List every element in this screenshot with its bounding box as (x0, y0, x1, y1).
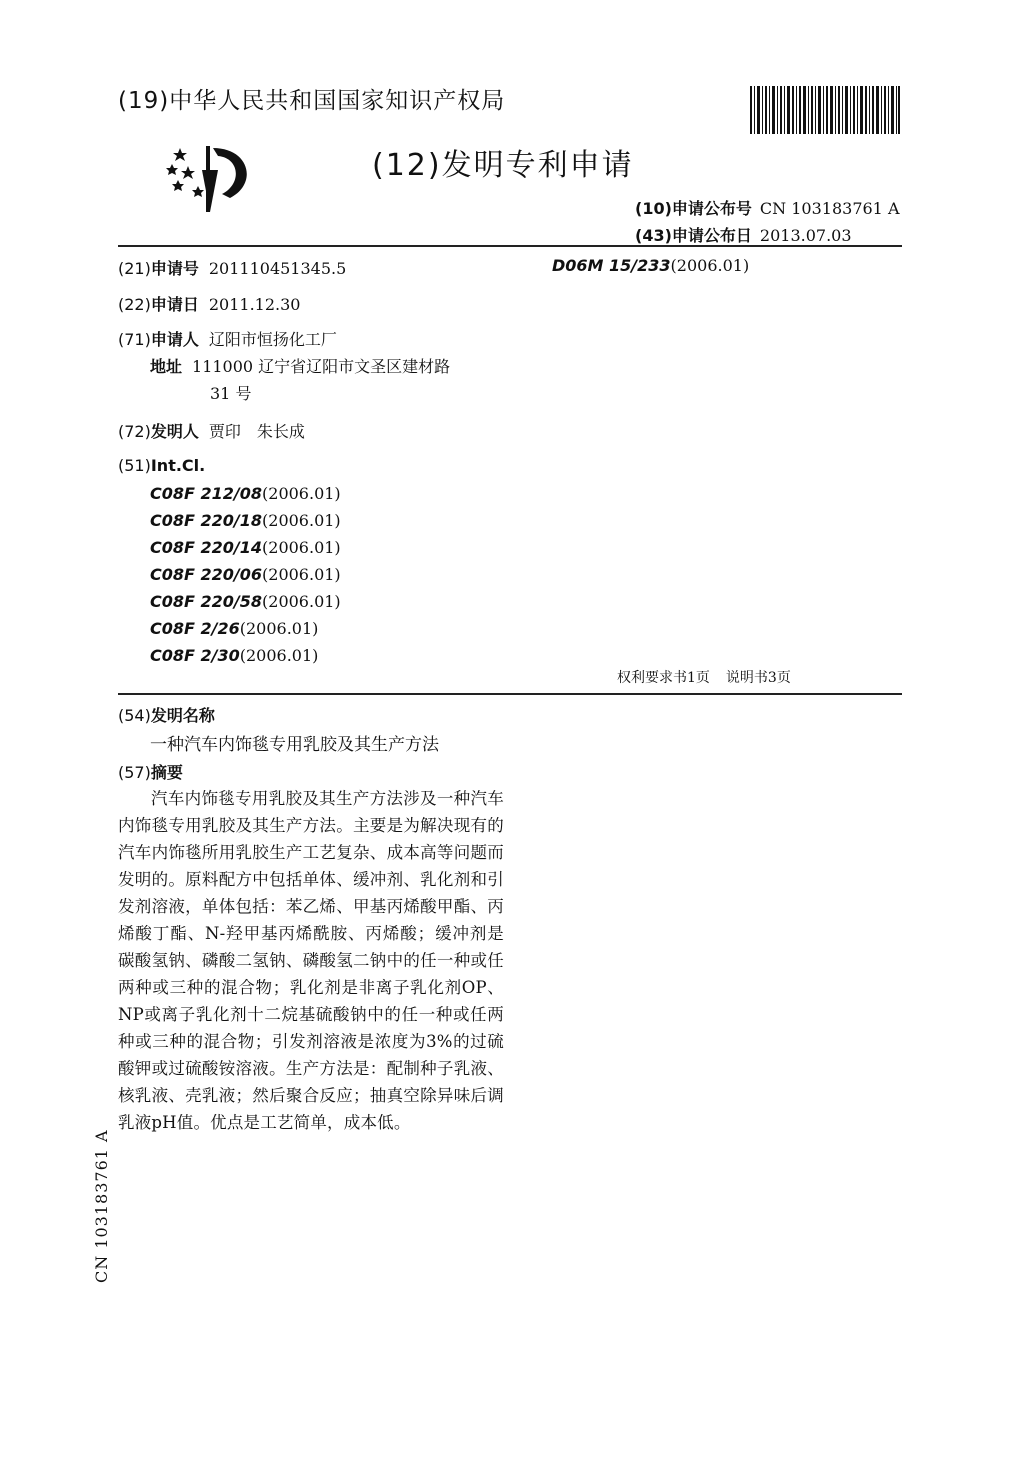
section-divider (118, 693, 902, 695)
applicant-row (118, 327, 337, 350)
app-no-label: 申请号 (150, 259, 199, 278)
abstract-label: 摘要 (150, 763, 183, 782)
title-code: (54) (118, 706, 151, 725)
inventors-code: (72) (118, 422, 151, 441)
ipc-class-row (150, 619, 318, 638)
applicant-label: 申请人 (150, 330, 199, 349)
applicant-code: (71) (118, 330, 151, 349)
cnipa-logo-icon (158, 140, 260, 216)
pub-no-value: CN 103183761 A (759, 199, 900, 218)
ipc-class-code: C08F 220/58 (150, 592, 263, 611)
ipc-class-row (150, 565, 341, 584)
ipc-class-version: (2006.01) (262, 592, 341, 611)
invention-title: 一种汽车内饰毯专用乳胶及其生产方法 (150, 735, 439, 755)
ipc-class-code: C08F 212/08 (150, 484, 263, 503)
description-pages: 说明书3页 (725, 670, 791, 686)
int-cl-code: (51) (118, 456, 151, 475)
claims-pages: 权利要求书1页 (617, 670, 710, 686)
ipc-class-code: C08F 220/18 (150, 511, 263, 530)
barcode-icon (750, 86, 900, 134)
int-cl-header (118, 456, 205, 475)
address-line1: 111000 辽宁省辽阳市文圣区建材路 (192, 357, 451, 376)
ipc-class-row (150, 646, 318, 665)
application-number-row (118, 256, 346, 279)
title-label: 发明名称 (150, 706, 215, 725)
publication-number-row (635, 196, 900, 219)
abstract-header (118, 760, 183, 783)
pub-date-code: (43) (635, 226, 672, 245)
main-ipc-code: D06M 15/233 (552, 256, 671, 275)
inventors-label: 发明人 (150, 422, 199, 441)
address-label: 地址 (150, 357, 183, 376)
main-ipc-class (552, 256, 749, 275)
pub-no-label: 申请公布号 (671, 199, 752, 218)
document-type (372, 140, 634, 184)
ipc-class-code: C08F 2/30 (150, 646, 240, 665)
header-divider (118, 245, 902, 247)
main-ipc-version: (2006.01) (670, 256, 750, 275)
doc-type-label: 发明专利申请 (441, 148, 634, 183)
office-name: 中华人民共和国国家知识产权局 (169, 88, 506, 114)
address-row (150, 354, 450, 377)
ipc-class-row (150, 484, 341, 503)
app-no-value: 201110451345.5 (208, 259, 347, 278)
ipc-class-version: (2006.01) (239, 619, 319, 638)
abstract-code: (57) (118, 763, 151, 782)
ipc-class-version: (2006.01) (262, 565, 341, 584)
address-line2-row (210, 381, 251, 404)
inventors-row (118, 419, 305, 442)
ipc-class-row (150, 592, 341, 611)
pub-no-code: (10) (635, 199, 672, 218)
app-date-label: 申请日 (150, 295, 199, 314)
ipc-class-code: C08F 2/26 (150, 619, 240, 638)
issuing-office (118, 82, 505, 115)
pub-date-label: 申请公布日 (671, 226, 752, 245)
ipc-class-row (150, 511, 341, 530)
ipc-class-version: (2006.01) (239, 646, 319, 665)
app-date-value: 2011.12.30 (208, 295, 301, 314)
application-date-row (118, 292, 300, 315)
office-code: (19) (118, 88, 170, 114)
ipc-class-row (150, 538, 341, 557)
app-date-code: (22) (118, 295, 151, 314)
doc-type-code: (12) (372, 148, 442, 183)
int-cl-label: Int.Cl. (150, 456, 206, 475)
invention-title-header (118, 703, 215, 726)
app-no-code: (21) (118, 259, 151, 278)
pub-date-value: 2013.07.03 (759, 226, 852, 245)
ipc-class-code: C08F 220/14 (150, 538, 263, 557)
abstract-text: 汽车内饰毯专用乳胶及其生产方法涉及一种汽车内饰毯专用乳胶及其生产方法。主要是为解决现有的汽车内饰毯所用乳胶生产工艺复杂、成本高等问题而发明的。原料配方中包括单体、缓冲剂、乳化剂和引发剂溶液，单体包括：苯乙烯、甲基丙烯酸甲酯、丙烯酸丁酯、N-羟甲基丙烯酰胺、丙烯酸；缓冲剂是碳酸氢钠、磷酸二氢钠、磷酸氢二钠中的任一种或任两种或三种的混合物；乳化剂是非离子乳化剂OP、NP或离子乳化剂十二烷基硫酸钠中的任一种或任两种或三种的混合物；引发剂溶液是浓度为3%的过硫酸钾或过硫酸铵溶液。生产方法是：配制种子乳液、核乳液、壳乳液；然后聚合反应；抽真空除异味后调乳液pH值。优点是工艺简单，成本低。 (118, 789, 504, 1132)
inventors-value: 贾印 朱长成 (208, 422, 305, 441)
applicant-value: 辽阳市恒扬化工厂 (208, 330, 337, 349)
publication-date-row (635, 223, 852, 246)
page-count (617, 667, 791, 687)
ipc-class-version: (2006.01) (262, 484, 341, 503)
side-publication-number: CN 103183761 A (92, 1129, 111, 1283)
address-line2: 31 号 (210, 384, 252, 403)
ipc-class-version: (2006.01) (262, 538, 341, 557)
ipc-class-version: (2006.01) (262, 511, 341, 530)
ipc-class-code: C08F 220/06 (150, 565, 263, 584)
